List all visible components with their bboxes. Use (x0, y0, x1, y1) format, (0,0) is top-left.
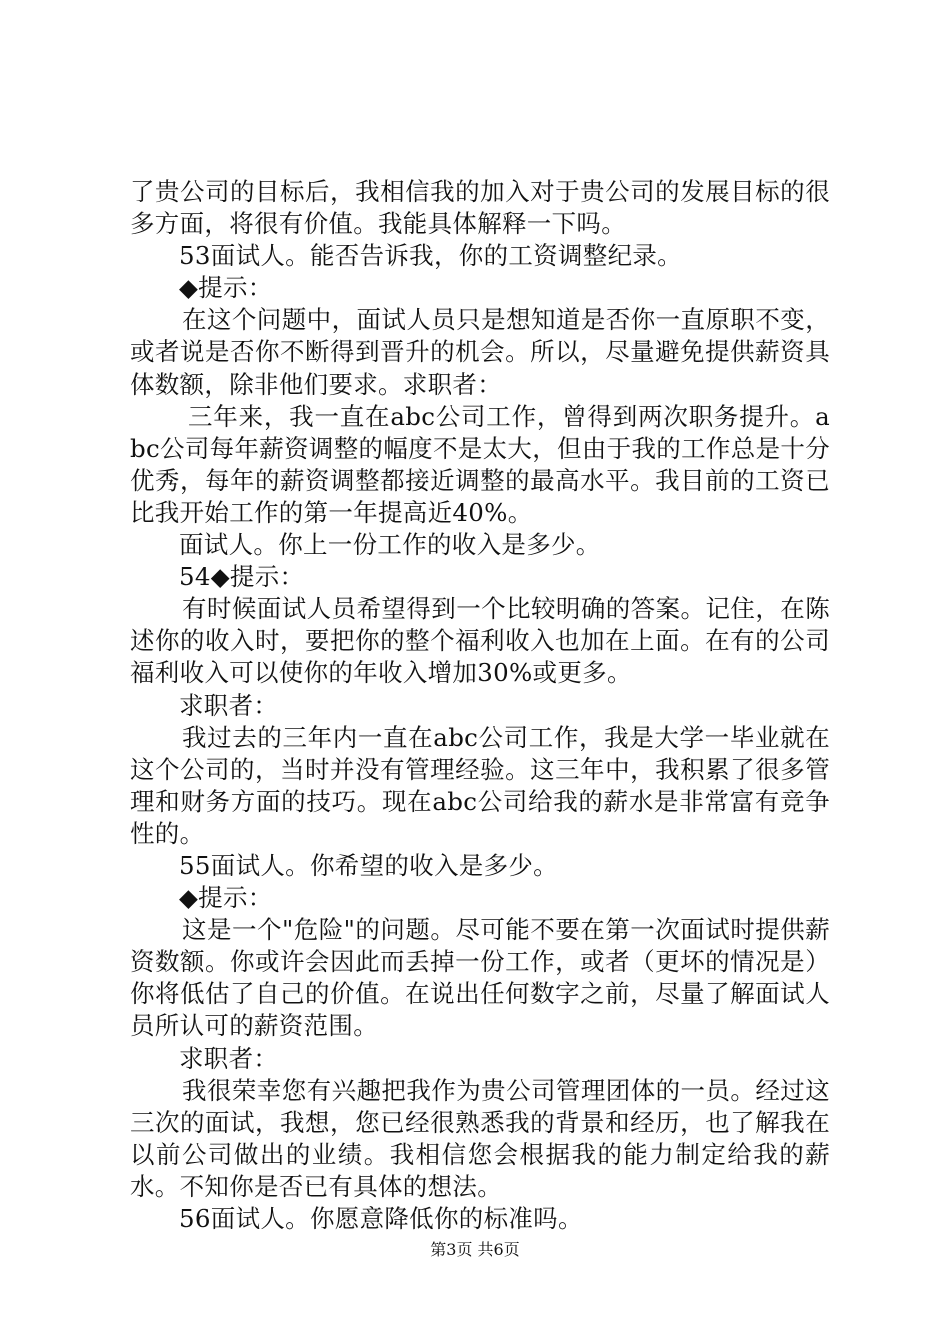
page-number: 第3页 共6页 (430, 1240, 520, 1259)
paragraph-1: 了贵公司的目标后，我相信我的加入对于贵公司的发展目标的很多方面，将很有价值。我能具体解释一下吗。 (130, 177, 830, 239)
paragraph-2: 53面试人。能否告诉我，你的工资调整纪录。 (179, 241, 682, 271)
paragraph-6: 面试人。你上一份工作的收入是多少。 (179, 530, 601, 560)
paragraph-11: 55面试人。你希望的收入是多少。 (179, 850, 558, 880)
paragraph-14: 求职者： (179, 1043, 279, 1073)
page-footer (0, 1240, 950, 1260)
paragraph-8: 有时候面试人员希望得到一个比较明确的答案。记住，在陈述你的收入时，要把你的整个福利收入也加在上面。在有的公司福利收入可以使你的年收入增加30%或更多。 (130, 594, 830, 688)
paragraph-12: ◆提示： (179, 883, 273, 913)
paragraph-10: 我过去的三年内一直在abc公司工作，我是大学一毕业就在这个公司的，当时并没有管理经验。这三年中，我积累了很多管理和财务方面的技巧。现在abc公司给我的薪水是非常富有竞争性的。 (130, 722, 830, 848)
document-body (130, 176, 830, 1235)
paragraph-9: 求职者： (179, 690, 279, 720)
paragraph-5: 三年来，我一直在abc公司工作，曾得到两次职务提升。abc公司每年薪资调整的幅度不是太大，但由于我的工作总是十分优秀，每年的薪资调整都接近调整的最高水平。我目前的工资已比我开始工作的第一年提高近40%。 (130, 401, 830, 527)
paragraph-3: ◆提示： (179, 273, 273, 303)
paragraph-7: 54◆提示： (179, 562, 305, 592)
paragraph-16: 56面试人。你愿意降低你的标准吗。 (179, 1204, 583, 1233)
paragraph-4: 在这个问题中，面试人员只是想知道是否你一直原职不变，或者说是否你不断得到晋升的机会。所以，尽量避免提供薪资具体数额，除非他们要求。求职者： (130, 305, 830, 399)
paragraph-13: 这是一个"危险"的问题。尽可能不要在第一次面试时提供薪资数额。你或许会因此而丢掉一份工作，或者（更坏的情况是）你将低估了自己的价值。在说出任何数字之前，尽量了解面试人员所认可的薪资范围。 (130, 915, 830, 1041)
paragraph-15: 我很荣幸您有兴趣把我作为贵公司管理团体的一员。经过这三次的面试，我想，您已经很熟悉我的背景和经历，也了解我在以前公司做出的业绩。我相信您会根据我的能力制定给我的薪水。不知你是否已有具体的想法。 (130, 1075, 830, 1201)
